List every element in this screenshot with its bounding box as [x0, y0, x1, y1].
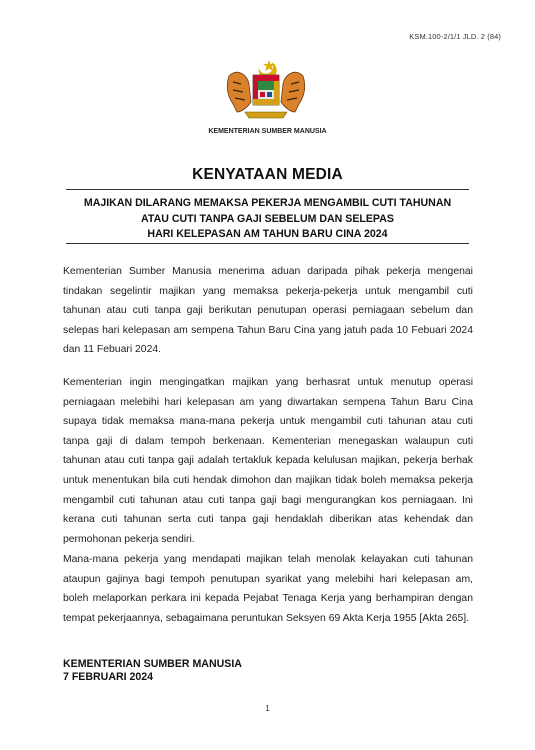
statement-title-line: HARI KELEPASAN AM TAHUN BARU CINA 2024	[147, 228, 388, 240]
statement-title-line: MAJIKAN DILARANG MEMAKSA PEKERJA MENGAMBIL CUTI TAHUNAN	[83, 197, 452, 209]
signature-date: 7 FEBRUARI 2024	[63, 670, 154, 683]
body-paragraph: Mana-mana pekerja yang mendapati majikan telah menolak kelayakan cuti tahunan ataupun gajinya bagi tempoh penutupan syarikat yang melebihi hari kelepasan am, boleh melaporkan perkara ini kepada Pejabat Tenaga Kerja yang berhampiran dengan tempat pekerjaannya, sebagaimana peruntukan Seksyen 69 Akta Kerja 1955 [Akta 265].	[63, 554, 473, 624]
body-paragraph: Kementerian Sumber Manusia menerima aduan daripada pihak pekerja mengenai tindakan segelintir majikan yang memaksa pekerja-pekerja untuk mengambil cuti tahunan atau cuti tanpa gaji berikutan penutupan operasi perniagaan sebelum dan selepas hari kelepasan am sempena Tahun Baru Cina yang jatuh pada 10 Febuari 2024 dan 11 Febuari 2024.	[63, 266, 473, 356]
title-divider-top	[66, 189, 469, 190]
signature-organization: KEMENTERIAN SUMBER MANUSIA	[63, 658, 242, 670]
title-divider-bottom	[66, 243, 469, 244]
ministry-name: KEMENTERIAN SUMBER MANUSIA	[208, 128, 327, 135]
statement-title-line: ATAU CUTI TANPA GAJI SEBELUM DAN SELEPAS	[141, 212, 394, 225]
malaysia-coat-of-arms-icon	[219, 58, 313, 124]
signature-block	[63, 658, 242, 683]
statement-title	[0, 196, 535, 243]
page-number: 1	[265, 704, 270, 713]
reference-number: KSM.100-2/1/1 JLD. 2 (84)	[409, 32, 501, 41]
page-title: KENYATAAN MEDIA	[192, 166, 343, 183]
body-paragraph: Kementerian ingin mengingatkan majikan yang berhasrat untuk menutup operasi perniagaan melebihi hari kelepasan am yang diwartakan sempena Tahun Baru Cina supaya tidak memaksa mana-mana pekerja untuk mengambil cuti tahunan atau cuti tanpa gaji di dalam tempoh berkenaan. Kementerian menegaskan walaupun cuti tahunan atau cuti tanpa gaji adalah tertakluk kepada kelulusan majikan, pekerja berhak untuk menentukan bila cuti hendak dimohon dan majikan tidak boleh memaksa pekerja mengambil cuti tahunan atau cuti tanpa gaji bagi mengurangkan kos perniagaan. Ini kerana cuti tahunan serta cuti tanpa gaji hendaklah diberikan atas kehendak dan permohonan pekerja sendiri.	[63, 377, 473, 545]
